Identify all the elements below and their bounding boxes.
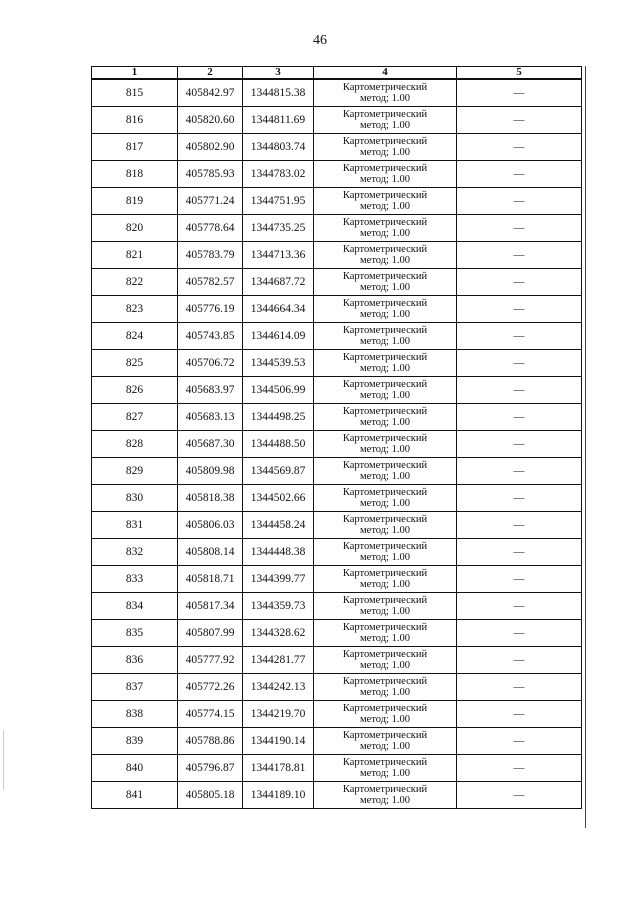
note-cell: — [457, 755, 582, 782]
method-cell [314, 404, 457, 431]
x-coordinate-cell: 405817.34 [178, 593, 243, 620]
method-name: Картометрический [342, 675, 428, 687]
note-cell: — [457, 188, 582, 215]
x-coordinate-cell: 405808.14 [178, 539, 243, 566]
column-header-1: 1 [92, 67, 178, 80]
column-header-5: 5 [457, 67, 582, 80]
note-cell: — [457, 404, 582, 431]
note-cell: — [457, 593, 582, 620]
table-row [92, 350, 582, 377]
point-number-cell: 828 [92, 431, 178, 458]
method-accuracy: метод; 1.00 [360, 795, 410, 806]
method-name: Картометрический [342, 135, 428, 147]
x-coordinate-cell: 405818.71 [178, 566, 243, 593]
method-name: Картометрический [342, 648, 428, 660]
method-cell [314, 593, 457, 620]
table-row [92, 161, 582, 188]
note-cell: — [457, 512, 582, 539]
table-row [92, 215, 582, 242]
x-coordinate-cell: 405743.85 [178, 323, 243, 350]
y-coordinate-cell: 1344178.81 [243, 755, 314, 782]
method-accuracy: метод; 1.00 [360, 93, 410, 104]
method-name: Картометрический [342, 783, 428, 795]
method-name: Картометрический [342, 540, 428, 552]
x-coordinate-cell: 405771.24 [178, 188, 243, 215]
table-row [92, 134, 582, 161]
method-accuracy: метод; 1.00 [360, 255, 410, 266]
note-cell: — [457, 296, 582, 323]
method-name: Картометрический [342, 81, 428, 93]
x-coordinate-cell: 405806.03 [178, 512, 243, 539]
method-accuracy: метод; 1.00 [360, 282, 410, 293]
method-cell [314, 728, 457, 755]
column-header-4: 4 [314, 67, 457, 80]
table-row [92, 701, 582, 728]
note-cell: — [457, 242, 582, 269]
method-cell [314, 620, 457, 647]
column-header-3: 3 [243, 67, 314, 80]
table-row [92, 485, 582, 512]
x-coordinate-cell: 405788.86 [178, 728, 243, 755]
table-row [92, 728, 582, 755]
point-number-cell: 841 [92, 782, 178, 809]
method-accuracy: метод; 1.00 [360, 201, 410, 212]
table-row [92, 755, 582, 782]
method-accuracy: метод; 1.00 [360, 390, 410, 401]
point-number-cell: 818 [92, 161, 178, 188]
table-header [92, 67, 582, 80]
table-row [92, 404, 582, 431]
method-name: Картометрический [342, 162, 428, 174]
scan-margin-mark [3, 730, 4, 790]
table-row [92, 296, 582, 323]
method-accuracy: метод; 1.00 [360, 336, 410, 347]
method-accuracy: метод; 1.00 [360, 552, 410, 563]
method-name: Картометрический [342, 486, 428, 498]
x-coordinate-cell: 405809.98 [178, 458, 243, 485]
method-accuracy: метод; 1.00 [360, 660, 410, 671]
coordinates-table [91, 66, 582, 809]
y-coordinate-cell: 1344687.72 [243, 269, 314, 296]
y-coordinate-cell: 1344539.53 [243, 350, 314, 377]
note-cell: — [457, 431, 582, 458]
method-name: Картометрический [342, 594, 428, 606]
method-name: Картометрический [342, 270, 428, 282]
table-row [92, 107, 582, 134]
table-row [92, 620, 582, 647]
method-cell [314, 512, 457, 539]
method-cell [314, 647, 457, 674]
y-coordinate-cell: 1344399.77 [243, 566, 314, 593]
x-coordinate-cell: 405683.97 [178, 377, 243, 404]
y-coordinate-cell: 1344783.02 [243, 161, 314, 188]
page-edge-line [585, 66, 586, 828]
method-accuracy: метод; 1.00 [360, 579, 410, 590]
method-cell [314, 215, 457, 242]
method-name: Картометрический [342, 621, 428, 633]
method-accuracy: метод; 1.00 [360, 714, 410, 725]
method-name: Картометрический [342, 189, 428, 201]
table-row [92, 323, 582, 350]
x-coordinate-cell: 405706.72 [178, 350, 243, 377]
method-accuracy: метод; 1.00 [360, 174, 410, 185]
point-number-cell: 825 [92, 350, 178, 377]
y-coordinate-cell: 1344803.74 [243, 134, 314, 161]
table-row [92, 674, 582, 701]
method-cell [314, 269, 457, 296]
method-accuracy: метод; 1.00 [360, 120, 410, 131]
method-cell [314, 323, 457, 350]
point-number-cell: 834 [92, 593, 178, 620]
method-cell [314, 107, 457, 134]
x-coordinate-cell: 405782.57 [178, 269, 243, 296]
x-coordinate-cell: 405802.90 [178, 134, 243, 161]
note-cell: — [457, 161, 582, 188]
note-cell: — [457, 647, 582, 674]
note-cell: — [457, 79, 582, 107]
table-row [92, 593, 582, 620]
y-coordinate-cell: 1344281.77 [243, 647, 314, 674]
method-accuracy: метод; 1.00 [360, 525, 410, 536]
y-coordinate-cell: 1344498.25 [243, 404, 314, 431]
method-cell [314, 566, 457, 593]
method-name: Картометрический [342, 108, 428, 120]
method-cell [314, 242, 457, 269]
x-coordinate-cell: 405796.87 [178, 755, 243, 782]
method-cell [314, 134, 457, 161]
y-coordinate-cell: 1344664.34 [243, 296, 314, 323]
x-coordinate-cell: 405774.15 [178, 701, 243, 728]
y-coordinate-cell: 1344458.24 [243, 512, 314, 539]
table-row [92, 79, 582, 107]
method-name: Картометрический [342, 324, 428, 336]
point-number-cell: 827 [92, 404, 178, 431]
method-cell [314, 188, 457, 215]
page-number: 46 [313, 33, 327, 48]
y-coordinate-cell: 1344713.36 [243, 242, 314, 269]
method-cell [314, 431, 457, 458]
method-cell [314, 79, 457, 107]
method-name: Картометрический [342, 432, 428, 444]
point-number-cell: 821 [92, 242, 178, 269]
note-cell: — [457, 566, 582, 593]
x-coordinate-cell: 405778.64 [178, 215, 243, 242]
x-coordinate-cell: 405683.13 [178, 404, 243, 431]
x-coordinate-cell: 405818.38 [178, 485, 243, 512]
method-cell [314, 674, 457, 701]
note-cell: — [457, 323, 582, 350]
y-coordinate-cell: 1344751.95 [243, 188, 314, 215]
y-coordinate-cell: 1344614.09 [243, 323, 314, 350]
y-coordinate-cell: 1344448.38 [243, 539, 314, 566]
table-row [92, 566, 582, 593]
point-number-cell: 830 [92, 485, 178, 512]
method-cell [314, 782, 457, 809]
method-name: Картометрический [342, 405, 428, 417]
note-cell: — [457, 539, 582, 566]
point-number-cell: 823 [92, 296, 178, 323]
y-coordinate-cell: 1344811.69 [243, 107, 314, 134]
point-number-cell: 820 [92, 215, 178, 242]
y-coordinate-cell: 1344242.13 [243, 674, 314, 701]
point-number-cell: 832 [92, 539, 178, 566]
note-cell: — [457, 728, 582, 755]
note-cell: — [457, 215, 582, 242]
y-coordinate-cell: 1344328.62 [243, 620, 314, 647]
y-coordinate-cell: 1344735.25 [243, 215, 314, 242]
method-accuracy: метод; 1.00 [360, 768, 410, 779]
x-coordinate-cell: 405772.26 [178, 674, 243, 701]
table-row [92, 782, 582, 809]
method-cell [314, 377, 457, 404]
method-name: Картометрический [342, 378, 428, 390]
method-accuracy: метод; 1.00 [360, 228, 410, 239]
note-cell: — [457, 458, 582, 485]
method-name: Картометрический [342, 243, 428, 255]
method-name: Картометрический [342, 351, 428, 363]
y-coordinate-cell: 1344190.14 [243, 728, 314, 755]
note-cell: — [457, 674, 582, 701]
method-name: Картометрический [342, 216, 428, 228]
method-accuracy: метод; 1.00 [360, 498, 410, 509]
table-row [92, 431, 582, 458]
x-coordinate-cell: 405805.18 [178, 782, 243, 809]
header-row [92, 67, 582, 80]
table-row [92, 539, 582, 566]
method-cell [314, 539, 457, 566]
point-number-cell: 835 [92, 620, 178, 647]
point-number-cell: 839 [92, 728, 178, 755]
method-name: Картометрический [342, 702, 428, 714]
method-cell [314, 350, 457, 377]
method-accuracy: метод; 1.00 [360, 633, 410, 644]
method-cell [314, 458, 457, 485]
method-accuracy: метод; 1.00 [360, 687, 410, 698]
method-name: Картометрический [342, 756, 428, 768]
column-header-2: 2 [178, 67, 243, 80]
point-number-cell: 815 [92, 79, 178, 107]
point-number-cell: 824 [92, 323, 178, 350]
method-accuracy: метод; 1.00 [360, 417, 410, 428]
note-cell: — [457, 134, 582, 161]
y-coordinate-cell: 1344488.50 [243, 431, 314, 458]
method-accuracy: метод; 1.00 [360, 363, 410, 374]
y-coordinate-cell: 1344502.66 [243, 485, 314, 512]
note-cell: — [457, 782, 582, 809]
x-coordinate-cell: 405785.93 [178, 161, 243, 188]
method-cell [314, 161, 457, 188]
x-coordinate-cell: 405776.19 [178, 296, 243, 323]
note-cell: — [457, 107, 582, 134]
x-coordinate-cell: 405687.30 [178, 431, 243, 458]
method-name: Картометрический [342, 297, 428, 309]
x-coordinate-cell: 405777.92 [178, 647, 243, 674]
y-coordinate-cell: 1344189.10 [243, 782, 314, 809]
method-name: Картометрический [342, 459, 428, 471]
table-row [92, 242, 582, 269]
table-row [92, 188, 582, 215]
y-coordinate-cell: 1344815.38 [243, 79, 314, 107]
x-coordinate-cell: 405820.60 [178, 107, 243, 134]
x-coordinate-cell: 405807.99 [178, 620, 243, 647]
y-coordinate-cell: 1344506.99 [243, 377, 314, 404]
method-accuracy: метод; 1.00 [360, 309, 410, 320]
point-number-cell: 829 [92, 458, 178, 485]
method-accuracy: метод; 1.00 [360, 606, 410, 617]
method-name: Картометрический [342, 513, 428, 525]
note-cell: — [457, 377, 582, 404]
point-number-cell: 836 [92, 647, 178, 674]
y-coordinate-cell: 1344359.73 [243, 593, 314, 620]
method-name: Картометрический [342, 729, 428, 741]
table-row [92, 647, 582, 674]
method-accuracy: метод; 1.00 [360, 147, 410, 158]
point-number-cell: 817 [92, 134, 178, 161]
y-coordinate-cell: 1344569.87 [243, 458, 314, 485]
table-body [92, 79, 582, 809]
point-number-cell: 838 [92, 701, 178, 728]
note-cell: — [457, 701, 582, 728]
point-number-cell: 819 [92, 188, 178, 215]
y-coordinate-cell: 1344219.70 [243, 701, 314, 728]
method-accuracy: метод; 1.00 [360, 741, 410, 752]
note-cell: — [457, 485, 582, 512]
point-number-cell: 833 [92, 566, 178, 593]
point-number-cell: 837 [92, 674, 178, 701]
x-coordinate-cell: 405783.79 [178, 242, 243, 269]
table-row [92, 458, 582, 485]
note-cell: — [457, 350, 582, 377]
method-accuracy: метод; 1.00 [360, 444, 410, 455]
x-coordinate-cell: 405842.97 [178, 79, 243, 107]
note-cell: — [457, 269, 582, 296]
point-number-cell: 840 [92, 755, 178, 782]
method-cell [314, 296, 457, 323]
point-number-cell: 826 [92, 377, 178, 404]
table-row [92, 512, 582, 539]
table-row [92, 377, 582, 404]
note-cell: — [457, 620, 582, 647]
table-row [92, 269, 582, 296]
method-accuracy: метод; 1.00 [360, 471, 410, 482]
point-number-cell: 831 [92, 512, 178, 539]
method-cell [314, 485, 457, 512]
method-name: Картометрический [342, 567, 428, 579]
point-number-cell: 816 [92, 107, 178, 134]
point-number-cell: 822 [92, 269, 178, 296]
method-cell [314, 701, 457, 728]
method-cell [314, 755, 457, 782]
